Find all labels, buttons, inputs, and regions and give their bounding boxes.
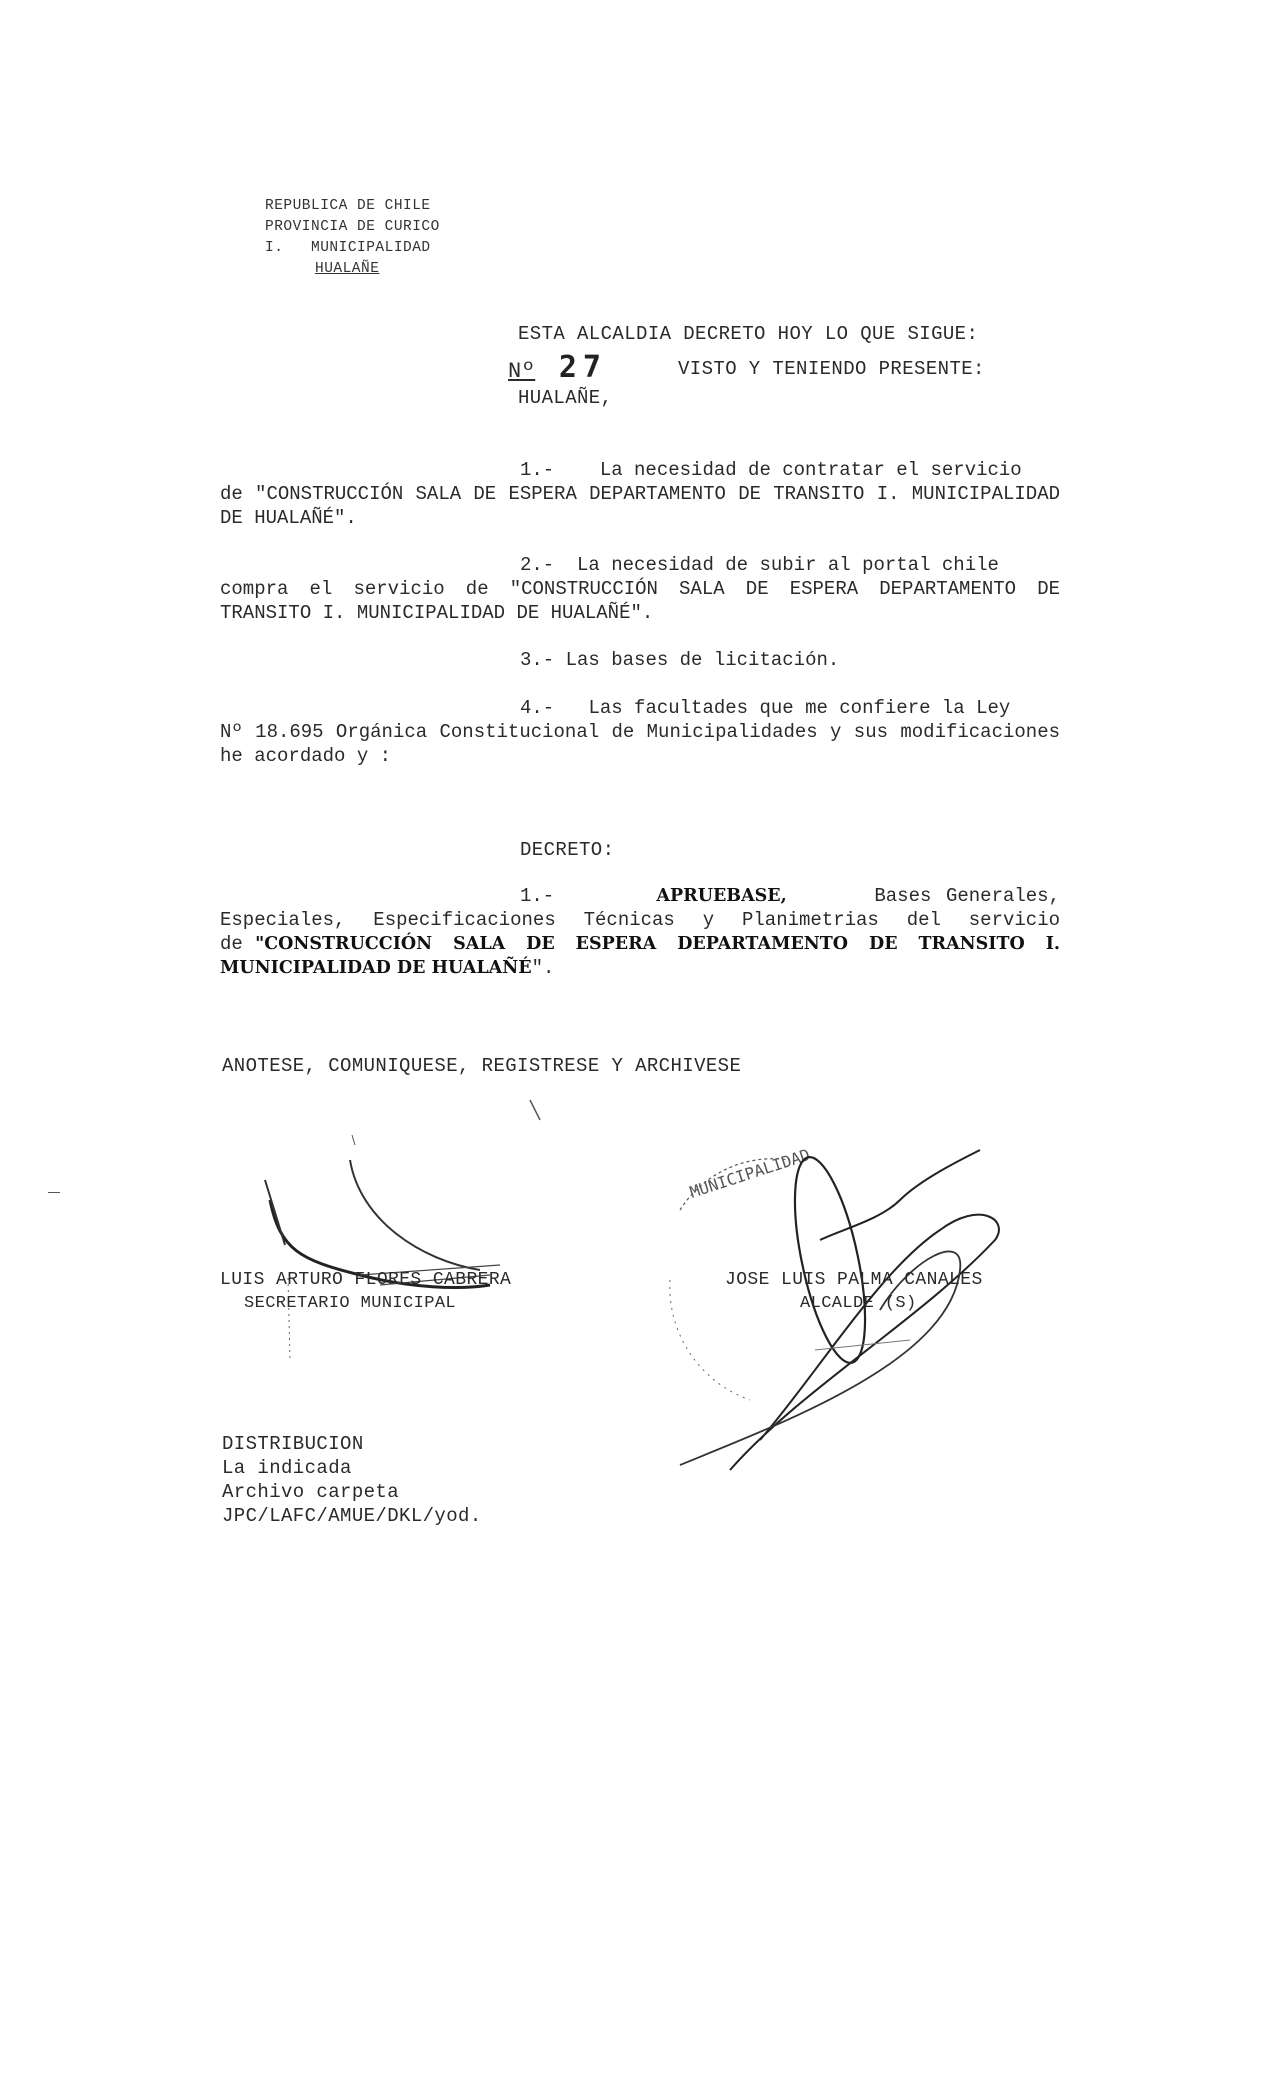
consideration-2 bbox=[220, 553, 1060, 625]
header-hualane: HUALAÑE bbox=[315, 261, 380, 277]
consideration-4-num: 4.- bbox=[520, 697, 555, 719]
consideration-4 bbox=[220, 696, 1060, 768]
decree-line3-bold: "CONSTRUCCIÓN SALA DE ESPERA DEPARTAMENTO DE TRANSITO I. bbox=[255, 934, 1060, 954]
left-signer-name: LUIS ARTURO FLORES CABRERA bbox=[220, 1270, 512, 1290]
margin-mark bbox=[48, 1192, 60, 1193]
consideration-4-rest: Nº 18.695 Orgánica Constitucional de Municipalidades y sus modificaciones he acordado y : bbox=[220, 721, 1060, 767]
decree-article-1-num: 1.- bbox=[520, 885, 555, 907]
decree-line4-bold: MUNICIPALIDAD DE HUALAÑÉ bbox=[220, 958, 532, 978]
consideration-1 bbox=[220, 458, 1060, 530]
consideration-2-first-text: La necesidad de subir al portal chile bbox=[577, 554, 999, 576]
decree-article-1-line1 bbox=[220, 884, 1060, 908]
right-signer-name: JOSE LUIS PALMA CANALES bbox=[725, 1270, 983, 1290]
consideration-1-num: 1.- bbox=[520, 459, 555, 481]
decree-line3-prefix: de bbox=[220, 933, 243, 955]
decree-article-1-line2: Especiales, Especificaciones Técnicas y Planimetrias del servicio bbox=[220, 909, 1060, 931]
decree-line4-tail: ". bbox=[531, 957, 555, 979]
decree-article-1-tail: Bases Generales, bbox=[874, 885, 1060, 907]
consideration-3-num: 3.- bbox=[520, 649, 555, 671]
consideration-3-first-text: Las bases de licitación. bbox=[565, 649, 840, 671]
intro-place: HUALAÑE, bbox=[518, 387, 613, 409]
distribution-line1: La indicada bbox=[222, 1457, 352, 1479]
consideration-2-num: 2.- bbox=[520, 554, 555, 576]
distribution-line2: Archivo carpeta bbox=[222, 1481, 400, 1503]
header-provincia: PROVINCIA DE CURICO bbox=[265, 219, 440, 235]
consideration-2-rest: compra el servicio de "CONSTRUCCIÓN SALA DE ESPERA DEPARTAMENTO DE TRANSITO I. MUNICIPALIDAD DE HUALAÑÉ". bbox=[220, 578, 1060, 624]
decree-approve-word: APRUEBASE, bbox=[656, 886, 787, 906]
distribution-line3: JPC/LAFC/AMUE/DKL/yod. bbox=[222, 1505, 482, 1527]
intro-visto: VISTO Y TENIENDO PRESENTE: bbox=[678, 358, 985, 380]
distribution-title: DISTRIBUCION bbox=[222, 1433, 364, 1455]
decree-article-1-line3 bbox=[220, 932, 1060, 956]
stamp-text: MUNICIPALIDAD bbox=[687, 1145, 813, 1202]
decree-number bbox=[508, 350, 607, 385]
consideration-4-first-text: Las facultades que me confiere la Ley bbox=[588, 697, 1011, 719]
decree-number-prefix: Nº bbox=[508, 359, 536, 384]
consideration-1-first bbox=[220, 458, 1060, 482]
consideration-3-first bbox=[220, 648, 1060, 672]
closing-line: ANOTESE, COMUNIQUESE, REGISTRESE Y ARCHIVESE bbox=[222, 1055, 742, 1077]
header-republica: REPUBLICA DE CHILE bbox=[265, 198, 431, 214]
consideration-2-first bbox=[220, 553, 1060, 577]
decree-article-1 bbox=[220, 884, 1060, 980]
right-signature-drawing bbox=[640, 1140, 1040, 1500]
left-signature-drawing bbox=[240, 1100, 580, 1380]
intro-alcaldia: ESTA ALCALDIA DECRETO HOY LO QUE SIGUE: bbox=[518, 323, 979, 345]
consideration-4-first bbox=[220, 696, 1060, 720]
right-signer-title: ALCALDE (S) bbox=[800, 1294, 917, 1313]
decree-article-1-line4 bbox=[220, 956, 1060, 980]
consideration-3 bbox=[220, 648, 1060, 672]
left-signer-title: SECRETARIO MUNICIPAL bbox=[244, 1294, 457, 1313]
decree-title: DECRETO: bbox=[520, 839, 615, 861]
header-municipalidad: I. MUNICIPALIDAD bbox=[265, 240, 431, 256]
decree-number-value: 27 bbox=[558, 350, 607, 385]
consideration-1-rest: de "CONSTRUCCIÓN SALA DE ESPERA DEPARTAMENTO DE TRANSITO I. MUNICIPALIDAD DE HUALAÑÉ". bbox=[220, 483, 1060, 529]
consideration-1-first-text: La necesidad de contratar el servicio bbox=[599, 459, 1022, 481]
